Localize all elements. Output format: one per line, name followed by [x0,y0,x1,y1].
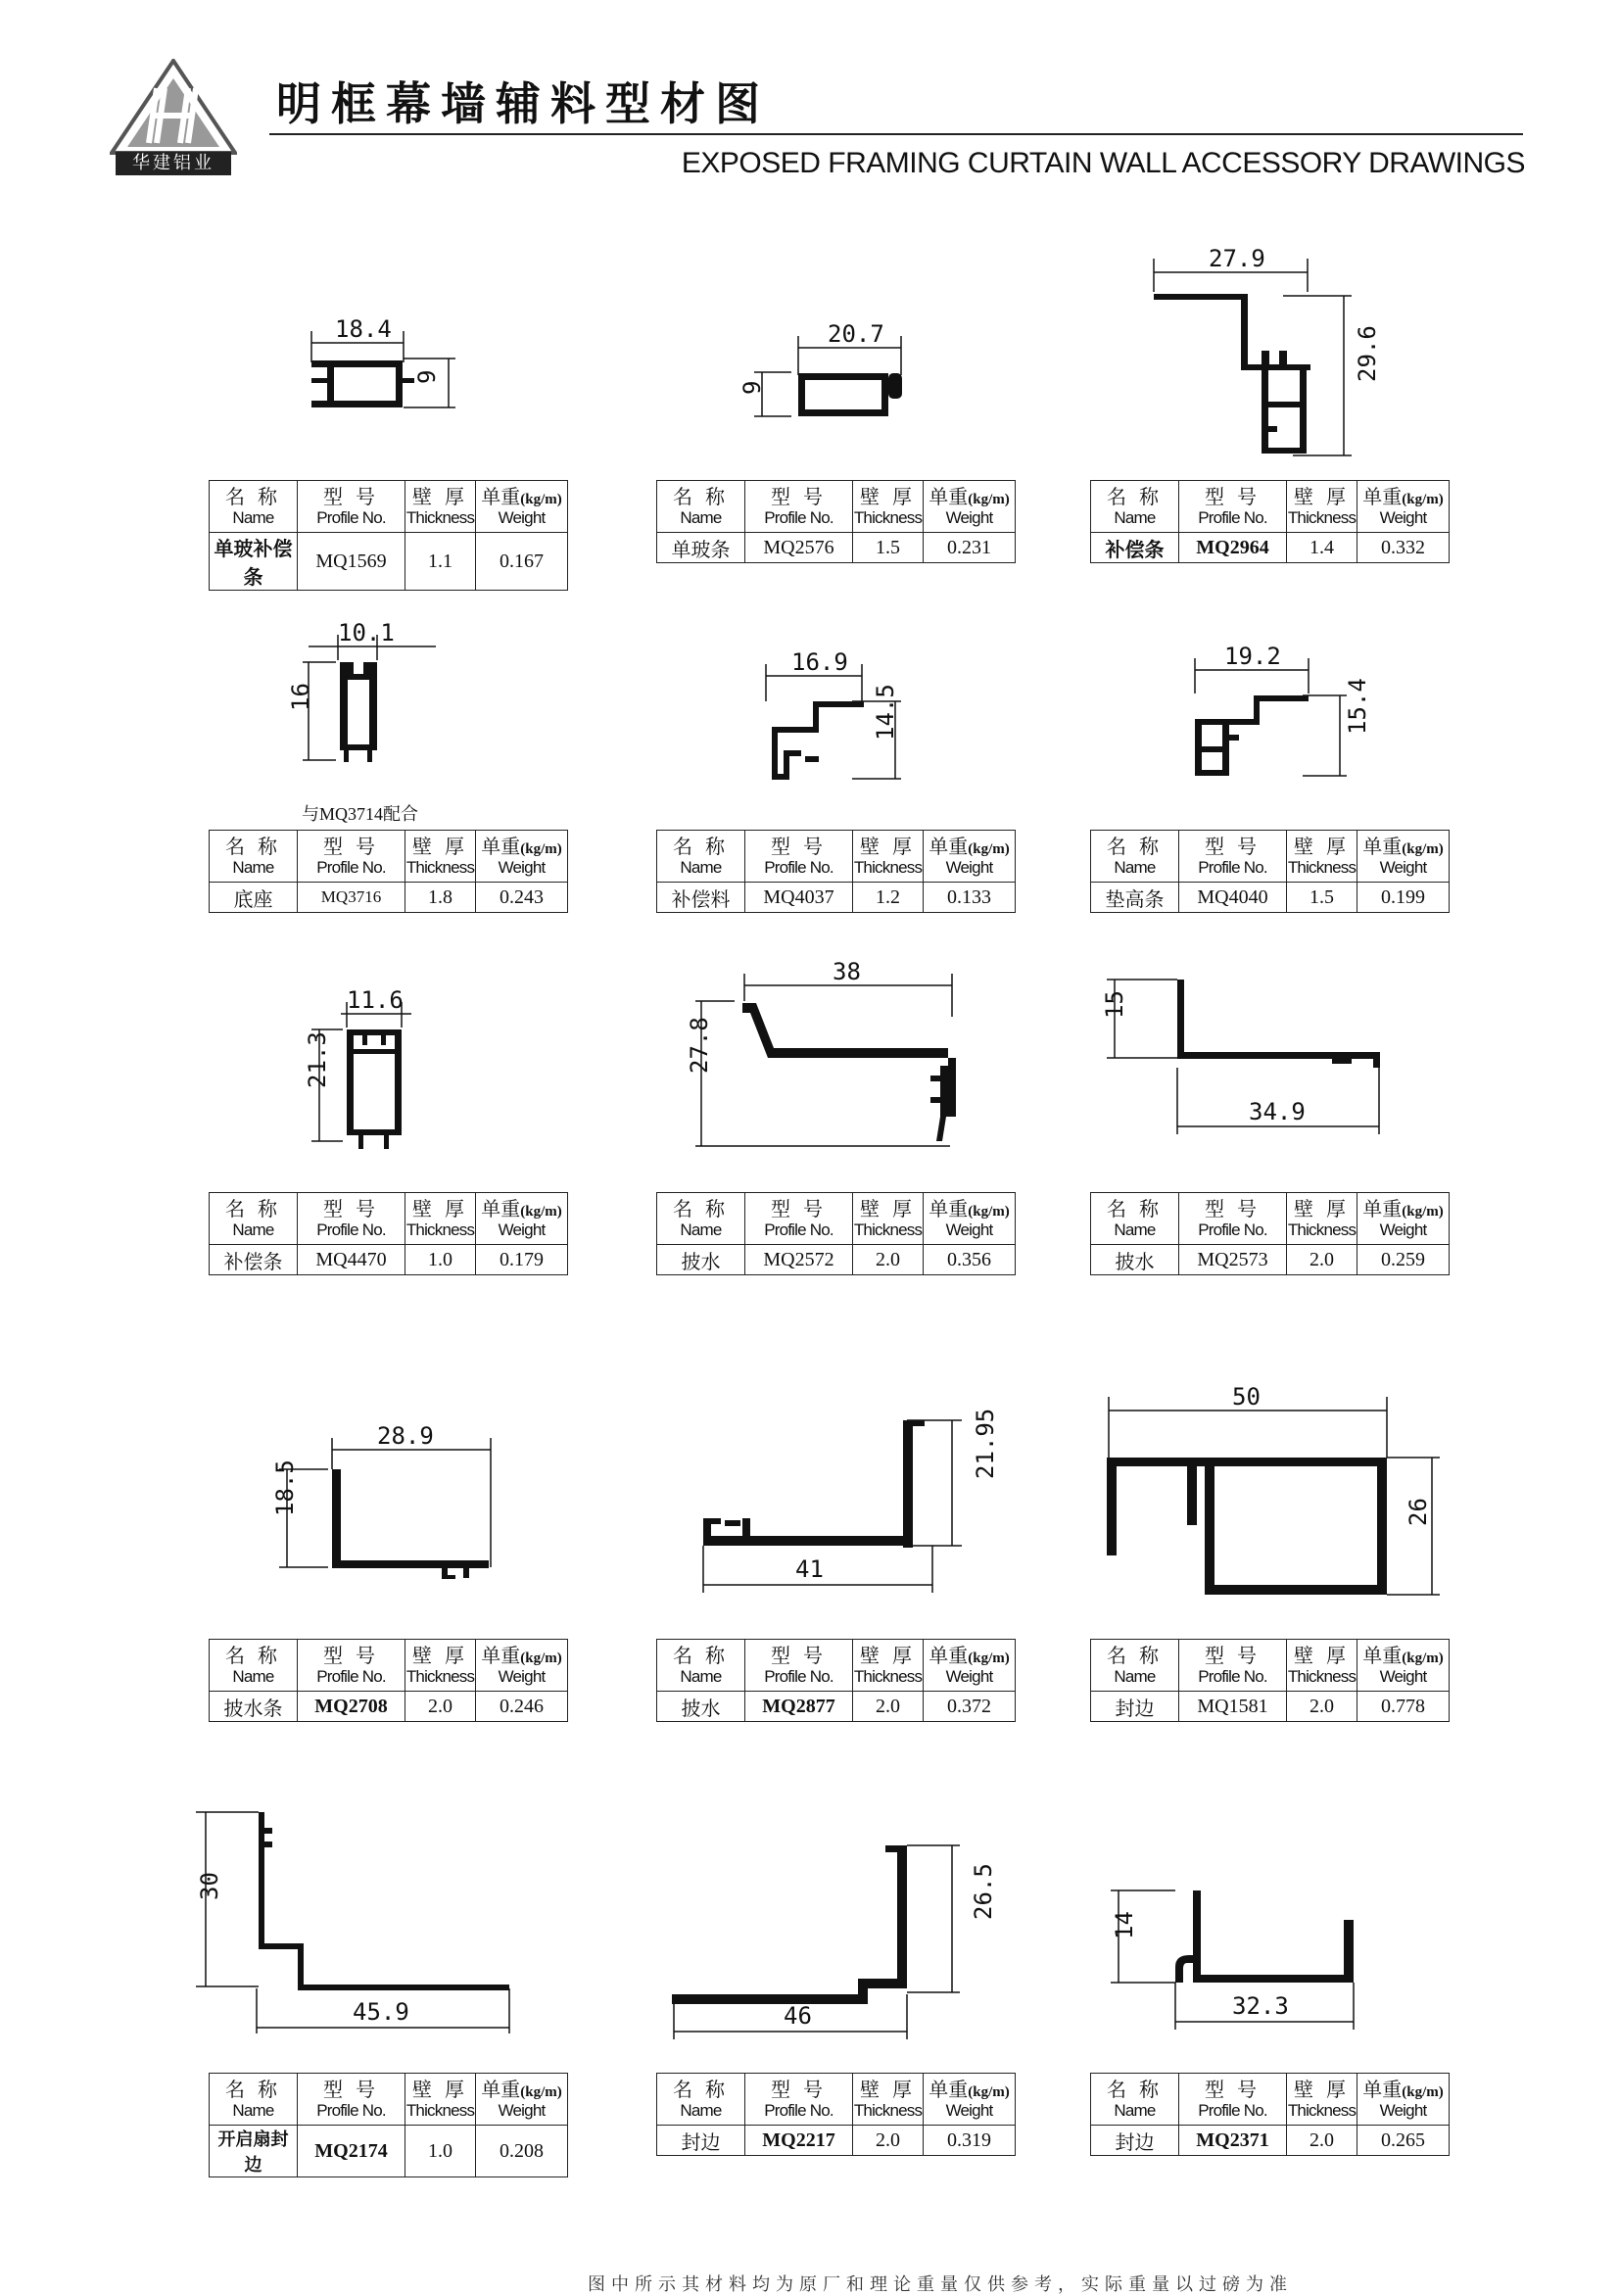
cell-weight: 0.231 [924,533,1016,563]
th-profile: 型 号 [771,836,827,858]
th-weight-unit: (kg/m) [520,840,562,857]
th-weight: 单重 [481,1645,521,1667]
th-name-en: Name [232,1666,274,1686]
profile-drawing-mq4470 [294,984,441,1161]
dim-label: 16.9 [791,648,848,676]
dim-label: 30 [196,1872,223,1900]
dim-label: 10.1 [338,619,395,646]
th-thickness-en: Thickness [405,507,475,527]
th-weight-unit: (kg/m) [968,840,1010,857]
th-profile-en: Profile No. [1198,507,1267,527]
th-name-en: Name [232,857,274,877]
profile-drawing-mq1581 [1097,1379,1450,1604]
dim-label: 26.5 [970,1863,997,1920]
th-profile: 型 号 [323,1198,379,1220]
profile-drawing-mq2573 [1097,970,1391,1146]
spec-table-mq4040 [1090,830,1450,913]
th-weight-en: Weight [498,1666,546,1686]
cell-profile-no: MQ1569 [298,533,405,591]
cell-profile-no: MQ2174 [298,2126,405,2177]
cell-name: 披水 [657,1692,745,1722]
th-name: 名 称 [1107,1198,1163,1220]
cell-name: 单玻补偿条 [210,533,298,591]
cell-weight: 0.778 [1357,1692,1450,1722]
dim-label: 27.8 [686,1017,713,1074]
spec-table-mq4470 [209,1192,568,1275]
cell-thickness: 1.4 [1287,533,1357,563]
th-thickness: 壁 厚 [860,1645,916,1667]
page-title-en: EXPOSED FRAMING CURTAIN WALL ACCESSORY DRAWINGS [681,147,1525,179]
th-name: 名 称 [225,1645,281,1667]
th-thickness: 壁 厚 [1294,2079,1350,2101]
cell-name: 单玻条 [657,533,745,563]
cell-profile-no: MQ2576 [745,533,853,563]
th-name-en: Name [1114,507,1156,527]
cell-name: 封边 [1091,2126,1179,2156]
th-weight-en: Weight [945,1220,993,1239]
th-weight-unit: (kg/m) [968,1203,1010,1220]
dim-label: 29.6 [1354,325,1381,382]
dim-label: 28.9 [377,1422,434,1450]
th-profile: 型 号 [323,2079,379,2101]
cell-thickness: 2.0 [853,1692,924,1722]
spec-table-mq2573 [1090,1192,1450,1275]
profile-drawing-mq2371 [1097,1861,1371,2037]
th-profile-en: Profile No. [1198,857,1267,877]
th-name-en: Name [232,507,274,527]
th-thickness-en: Thickness [1287,2100,1357,2120]
th-profile: 型 号 [771,2079,827,2101]
profile-drawing-mq2572 [666,960,979,1156]
cell-profile-no: MQ1581 [1179,1692,1287,1722]
th-thickness: 壁 厚 [1294,1198,1350,1220]
th-weight-en: Weight [1379,507,1427,527]
dim-label: 9 [738,380,766,395]
th-name-en: Name [680,1666,722,1686]
dim-label: 14.5 [872,684,899,741]
th-weight: 单重 [481,2079,521,2101]
th-name: 名 称 [673,1198,729,1220]
th-profile-en: Profile No. [316,1666,386,1686]
th-thickness: 壁 厚 [412,2079,468,2101]
th-profile-en: Profile No. [1198,1220,1267,1239]
page-title-cn: 明框幕墙辅料型材图 [276,77,770,130]
th-thickness: 壁 厚 [860,836,916,858]
dim-label: 21.3 [304,1031,331,1088]
cell-profile-no: MQ2708 [298,1692,405,1722]
th-thickness-en: Thickness [853,857,923,877]
th-profile: 型 号 [1205,2079,1261,2101]
th-thickness: 壁 厚 [860,2079,916,2101]
th-thickness-en: Thickness [1287,507,1357,527]
th-weight: 单重 [481,1198,521,1220]
th-thickness: 壁 厚 [1294,836,1350,858]
th-thickness: 壁 厚 [412,1198,468,1220]
th-name: 名 称 [673,1645,729,1667]
dim-label: 9 [413,369,441,384]
spec-table-mq4037 [656,830,1016,913]
cell-name: 开启扇封边 [210,2126,298,2177]
cell-name: 补偿条 [210,1245,298,1275]
th-name-en: Name [680,857,722,877]
th-weight: 单重 [1362,836,1403,858]
th-profile-en: Profile No. [764,1220,833,1239]
th-thickness: 壁 厚 [412,1645,468,1667]
th-weight-en: Weight [498,1220,546,1239]
cell-profile-no: MQ2877 [745,1692,853,1722]
th-profile: 型 号 [323,486,379,508]
dim-label: 18.4 [335,315,392,343]
th-weight-en: Weight [498,2100,546,2120]
dim-label: 20.7 [828,320,884,348]
th-weight-en: Weight [945,507,993,527]
th-weight-unit: (kg/m) [520,1203,562,1220]
cell-name: 披水 [657,1245,745,1275]
dim-label: 11.6 [347,986,404,1014]
profile-drawing-mq1569 [294,313,490,421]
cell-thickness: 1.1 [405,533,476,591]
cell-thickness: 1.0 [405,1245,476,1275]
th-name: 名 称 [673,486,729,508]
cell-profile-no: MQ2964 [1179,533,1287,563]
th-weight-en: Weight [1379,857,1427,877]
cell-thickness: 2.0 [1287,1245,1357,1275]
spec-table-mq2964 [1090,480,1450,563]
profile-drawing-mq4037 [754,646,930,793]
cell-name: 补偿料 [657,883,745,913]
spec-table-mq2174 [209,2073,568,2177]
th-weight-en: Weight [1379,1666,1427,1686]
th-weight: 单重 [929,1198,969,1220]
th-name-en: Name [1114,1220,1156,1239]
profile-drawing-mq2964 [1136,245,1381,470]
spec-table-mq2217 [656,2073,1016,2156]
th-profile: 型 号 [323,1645,379,1667]
cell-profile-no: MQ4037 [745,883,853,913]
th-weight-unit: (kg/m) [1402,840,1444,857]
th-thickness-en: Thickness [405,2100,475,2120]
th-name-en: Name [232,1220,274,1239]
spec-table-mq2708 [209,1639,568,1722]
th-name: 名 称 [1107,1645,1163,1667]
th-weight: 单重 [929,486,969,508]
spec-table-mq1581 [1090,1639,1450,1722]
cell-thickness: 1.5 [1287,883,1357,913]
cell-profile-no: MQ2572 [745,1245,853,1275]
th-thickness-en: Thickness [853,507,923,527]
th-weight-en: Weight [945,2100,993,2120]
cell-profile-no: MQ4470 [298,1245,405,1275]
th-thickness-en: Thickness [853,1666,923,1686]
th-name: 名 称 [1107,486,1163,508]
dim-label: 16 [287,683,314,711]
cell-weight: 0.332 [1357,533,1450,563]
dim-label: 26 [1405,1498,1432,1526]
th-thickness-en: Thickness [405,1220,475,1239]
profile-drawing-mq2174 [176,1793,529,2037]
th-weight-unit: (kg/m) [968,2083,1010,2100]
cell-profile-no: MQ4040 [1179,883,1287,913]
th-profile-en: Profile No. [1198,1666,1267,1686]
th-name-en: Name [680,1220,722,1239]
th-profile-en: Profile No. [316,507,386,527]
th-weight-unit: (kg/m) [968,491,1010,507]
th-weight: 单重 [1362,486,1403,508]
th-name-en: Name [232,2100,274,2120]
cell-weight: 0.319 [924,2126,1016,2156]
profile-drawing-mq2708 [250,1420,524,1597]
cell-weight: 0.259 [1357,1245,1450,1275]
th-thickness-en: Thickness [1287,1666,1357,1686]
th-profile-en: Profile No. [316,857,386,877]
th-thickness: 壁 厚 [1294,486,1350,508]
th-weight-en: Weight [1379,2100,1427,2120]
th-weight-en: Weight [498,507,546,527]
th-thickness-en: Thickness [853,2100,923,2120]
profile-note: 与MQ3714配合 [302,804,419,824]
th-weight-unit: (kg/m) [1402,1650,1444,1666]
th-weight-en: Weight [945,857,993,877]
cell-weight: 0.243 [476,883,568,913]
cell-profile-no: MQ2371 [1179,2126,1287,2156]
dim-label: 15.4 [1344,678,1371,735]
th-weight: 单重 [929,2079,969,2101]
th-weight-unit: (kg/m) [1402,1203,1444,1220]
th-name-en: Name [1114,1666,1156,1686]
cell-thickness: 1.0 [405,2126,476,2177]
cell-weight: 0.179 [476,1245,568,1275]
th-profile: 型 号 [1205,1198,1261,1220]
th-thickness-en: Thickness [853,1220,923,1239]
th-name-en: Name [1114,2100,1156,2120]
th-profile-en: Profile No. [764,2100,833,2120]
th-weight: 单重 [1362,1645,1403,1667]
th-profile-en: Profile No. [764,1666,833,1686]
th-name-en: Name [1114,857,1156,877]
th-weight-unit: (kg/m) [520,491,562,507]
cell-name: 披水 [1091,1245,1179,1275]
th-profile-en: Profile No. [316,1220,386,1239]
cell-thickness: 2.0 [853,1245,924,1275]
dim-label: 19.2 [1224,643,1281,670]
cell-thickness: 1.2 [853,883,924,913]
th-weight-unit: (kg/m) [968,1650,1010,1666]
spec-table-mq1569 [209,480,568,591]
cell-profile-no: MQ3716 [298,883,405,913]
th-weight: 单重 [481,486,521,508]
cell-weight: 0.372 [924,1692,1016,1722]
th-thickness: 壁 厚 [412,486,468,508]
th-profile-en: Profile No. [764,857,833,877]
th-name-en: Name [680,507,722,527]
cell-name: 封边 [657,2126,745,2156]
spec-table-mq2877 [656,1639,1016,1722]
th-profile: 型 号 [1205,1645,1261,1667]
cell-name: 垫高条 [1091,883,1179,913]
cell-name: 底座 [210,883,298,913]
spec-table-mq3716 [209,830,568,913]
th-thickness: 壁 厚 [1294,1645,1350,1667]
th-profile-en: Profile No. [1198,2100,1267,2120]
th-profile: 型 号 [771,486,827,508]
title-divider [269,133,1523,135]
cell-weight: 0.208 [476,2126,568,2177]
th-name: 名 称 [225,2079,281,2101]
page-header [0,0,1619,196]
th-weight-en: Weight [498,857,546,877]
th-thickness-en: Thickness [405,857,475,877]
cell-thickness: 2.0 [405,1692,476,1722]
dim-label: 45.9 [353,1998,409,2026]
spec-table-mq2371 [1090,2073,1450,2156]
th-profile-en: Profile No. [764,507,833,527]
cell-weight: 0.199 [1357,883,1450,913]
profile-drawing-mq4040 [1175,637,1371,784]
cell-thickness: 2.0 [853,2126,924,2156]
cell-name: 封边 [1091,1692,1179,1722]
th-thickness-en: Thickness [1287,1220,1357,1239]
th-name: 名 称 [225,486,281,508]
th-weight-unit: (kg/m) [1402,491,1444,507]
cell-name: 披水条 [210,1692,298,1722]
th-thickness-en: Thickness [1287,857,1357,877]
cell-profile-no: MQ2573 [1179,1245,1287,1275]
profile-drawing-mq2576 [735,318,930,426]
profile-drawing-mq3716 [279,617,455,784]
th-profile: 型 号 [323,836,379,858]
dim-label: 21.95 [972,1408,999,1479]
th-profile: 型 号 [1205,486,1261,508]
th-name: 名 称 [225,1198,281,1220]
th-profile: 型 号 [771,1198,827,1220]
dim-label: 38 [833,958,861,985]
th-weight: 单重 [1362,2079,1403,2101]
cell-thickness: 1.5 [853,533,924,563]
cell-weight: 0.167 [476,533,568,591]
th-profile-en: Profile No. [316,2100,386,2120]
cell-thickness: 2.0 [1287,1692,1357,1722]
th-profile: 型 号 [771,1645,827,1667]
th-name: 名 称 [1107,2079,1163,2101]
dim-label: 46 [784,2002,812,2030]
logo-text: 华建铝业 [116,152,231,175]
th-thickness: 壁 厚 [412,836,468,858]
cell-weight: 0.246 [476,1692,568,1722]
profile-drawing-mq2217 [666,1822,999,2047]
th-weight-unit: (kg/m) [1402,2083,1444,2100]
cell-weight: 0.133 [924,883,1016,913]
cell-thickness: 1.8 [405,883,476,913]
dim-label: 34.9 [1249,1098,1306,1125]
th-thickness: 壁 厚 [860,486,916,508]
th-weight: 单重 [481,836,521,858]
dim-label: 18.5 [271,1459,299,1516]
th-name: 名 称 [1107,836,1163,858]
spec-table-mq2576 [656,480,1016,563]
th-weight-en: Weight [1379,1220,1427,1239]
th-name: 名 称 [225,836,281,858]
cell-weight: 0.356 [924,1245,1016,1275]
dim-label: 14 [1111,1911,1138,1939]
th-thickness-en: Thickness [405,1666,475,1686]
cell-thickness: 2.0 [1287,2126,1357,2156]
dim-label: 50 [1232,1383,1261,1411]
th-thickness: 壁 厚 [860,1198,916,1220]
cell-profile-no: MQ2217 [745,2126,853,2156]
footer-note: 图中所示其材料均为原厂和理论重量仅供参考，实际重量以过磅为准 [588,2274,1293,2295]
th-weight: 单重 [929,836,969,858]
dim-label: 32.3 [1232,1992,1289,2020]
th-name: 名 称 [673,836,729,858]
th-weight: 单重 [1362,1198,1403,1220]
th-weight-unit: (kg/m) [520,2083,562,2100]
th-name-en: Name [680,2100,722,2120]
th-weight: 单重 [929,1645,969,1667]
th-profile: 型 号 [1205,836,1261,858]
th-weight-unit: (kg/m) [520,1650,562,1666]
cell-weight: 0.265 [1357,2126,1450,2156]
profile-drawing-mq2877 [686,1401,999,1597]
cell-name: 补偿条 [1091,533,1179,563]
th-name: 名 称 [673,2079,729,2101]
spec-table-mq2572 [656,1192,1016,1275]
dim-label: 27.9 [1209,245,1265,272]
dim-label: 15 [1101,990,1128,1019]
th-weight-en: Weight [945,1666,993,1686]
dim-label: 41 [795,1555,824,1583]
